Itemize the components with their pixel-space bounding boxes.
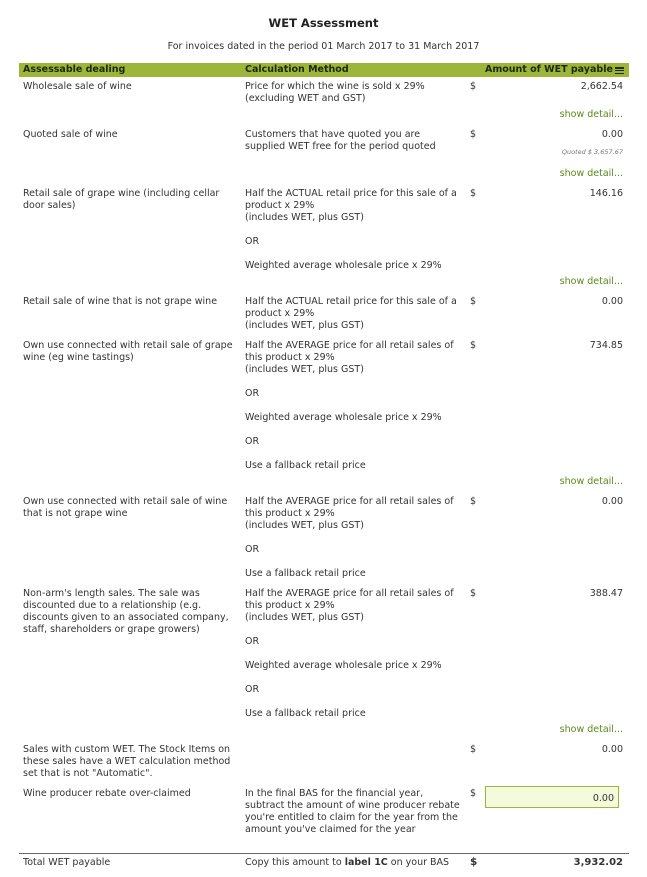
currency-symbol: $ — [470, 188, 477, 199]
method-non-arms-length-2: Weighted average wholesale price x 29% — [245, 660, 442, 671]
amount-own-use-not-grape: 0.00 — [601, 496, 623, 507]
currency-symbol: $ — [470, 296, 477, 307]
show-detail-link-retail-grape[interactable]: show detail... — [559, 276, 623, 287]
method-wholesale: Price for which the wine is sold x 29% (excluding WET and GST) — [245, 81, 425, 104]
amount-custom-wet: 0.00 — [601, 744, 623, 755]
method-or-separator: OR — [245, 436, 260, 447]
total-method-suffix: on your BAS — [387, 857, 450, 868]
amount-non-arms-length: 388.47 — [589, 588, 623, 599]
amount-quoted: 0.00 — [601, 129, 623, 140]
method-retail-not-grape: Half the ACTUAL retail price for this sale of a product x 29% (includes WET, plus GST) — [245, 296, 457, 331]
method-own-use-grape-1: Half the AVERAGE price for all retail sales of this product x 29% (includes WET, plus GST) — [245, 340, 454, 375]
currency-symbol: $ — [470, 340, 477, 351]
dealing-rebate-over-claimed: Wine producer rebate over-claimed — [23, 788, 191, 799]
header-assessable-dealing: Assessable dealing — [23, 64, 126, 75]
method-or-separator: OR — [245, 636, 260, 647]
currency-symbol: $ — [470, 788, 477, 799]
method-rebate-over-claimed: In the final BAS for the financial year, subtract the amount of wine producer rebate you're entitled to claim for the year from the amount you've claimed for the year — [245, 788, 460, 835]
method-non-arms-length-1: Half the AVERAGE price for all retail sales of this product x 29% (includes WET, plus GST) — [245, 588, 454, 623]
show-detail-link-quoted[interactable]: show detail... — [559, 168, 623, 179]
currency-symbol: $ — [470, 81, 477, 92]
bas-label-1c: label 1C — [344, 857, 388, 868]
period-subtitle: For invoices dated in the period 01 March 2017 to 31 March 2017 — [167, 41, 480, 52]
table-header — [19, 63, 629, 77]
method-own-use-grape-2: Weighted average wholesale price x 29% — [245, 412, 442, 423]
amount-wholesale: 2,662.54 — [580, 81, 623, 92]
method-own-use-grape-3: Use a fallback retail price — [245, 460, 366, 471]
header-calculation-method: Calculation Method — [245, 64, 349, 75]
dealing-non-arms-length: Non-arm's length sales. The sale was discounted due to a relationship (e.g. discounts given to an associated company, staff, shareholders or grape growers) — [23, 588, 229, 635]
quoted-amount-note: Quoted $ 3,657.67 — [561, 148, 623, 156]
method-retail-grape-2: Weighted average wholesale price x 29% — [245, 260, 442, 271]
method-non-arms-length-3: Use a fallback retail price — [245, 708, 366, 719]
method-quoted: Customers that have quoted you are supplied WET free for the period quoted — [245, 129, 436, 152]
dealing-retail-grape: Retail sale of grape wine (including cellar door sales) — [23, 188, 220, 211]
currency-symbol: $ — [470, 496, 477, 507]
dealing-retail-not-grape: Retail sale of wine that is not grape wine — [23, 296, 218, 307]
dealing-custom-wet: Sales with custom WET. The Stock Items on these sales have a WET calculation method set that is not "Automatic". — [23, 744, 231, 779]
method-retail-grape-1: Half the ACTUAL retail price for this sale of a product x 29% (includes WET, plus GST) — [245, 188, 457, 223]
show-detail-link-wholesale[interactable]: show detail... — [559, 109, 623, 120]
dealing-quoted: Quoted sale of wine — [23, 129, 118, 140]
method-or-separator: OR — [245, 544, 260, 555]
total-label: Total WET payable — [23, 857, 111, 868]
method-or-separator: OR — [245, 236, 260, 247]
show-detail-link-non-arms-length[interactable]: show detail... — [559, 724, 623, 735]
dealing-own-use-not-grape: Own use connected with retail sale of wine that is not grape wine — [23, 496, 228, 519]
method-own-use-not-grape-2: Use a fallback retail price — [245, 568, 366, 579]
total-wet-payable-amount: 3,932.02 — [573, 857, 623, 868]
method-or-separator: OR — [245, 388, 260, 399]
total-currency-symbol: $ — [470, 856, 478, 868]
page-title: WET Assessment — [268, 16, 379, 30]
dealing-wholesale: Wholesale sale of wine — [23, 81, 132, 92]
method-own-use-not-grape-1: Half the AVERAGE price for all retail sales of this product x 29% (includes WET, plus GST) — [245, 496, 454, 531]
amount-retail-not-grape: 0.00 — [601, 296, 623, 307]
total-method-prefix: Copy this amount to — [245, 857, 345, 868]
currency-symbol: $ — [470, 588, 477, 599]
currency-symbol: $ — [470, 744, 477, 755]
show-detail-link-own-use-grape[interactable]: show detail... — [559, 476, 623, 487]
rebate-over-claimed-input[interactable] — [485, 786, 619, 808]
method-or-separator: OR — [245, 684, 260, 695]
total-divider — [19, 853, 629, 854]
header-amount-payable: Amount of WET payable — [485, 64, 613, 75]
amount-own-use-grape: 734.85 — [589, 340, 623, 351]
amount-retail-grape: 146.16 — [589, 188, 623, 199]
hamburger-menu-icon[interactable] — [615, 67, 624, 74]
total-method-instruction — [245, 857, 449, 868]
dealing-own-use-grape: Own use connected with retail sale of grape wine (eg wine tastings) — [23, 340, 233, 363]
currency-symbol: $ — [470, 129, 477, 140]
